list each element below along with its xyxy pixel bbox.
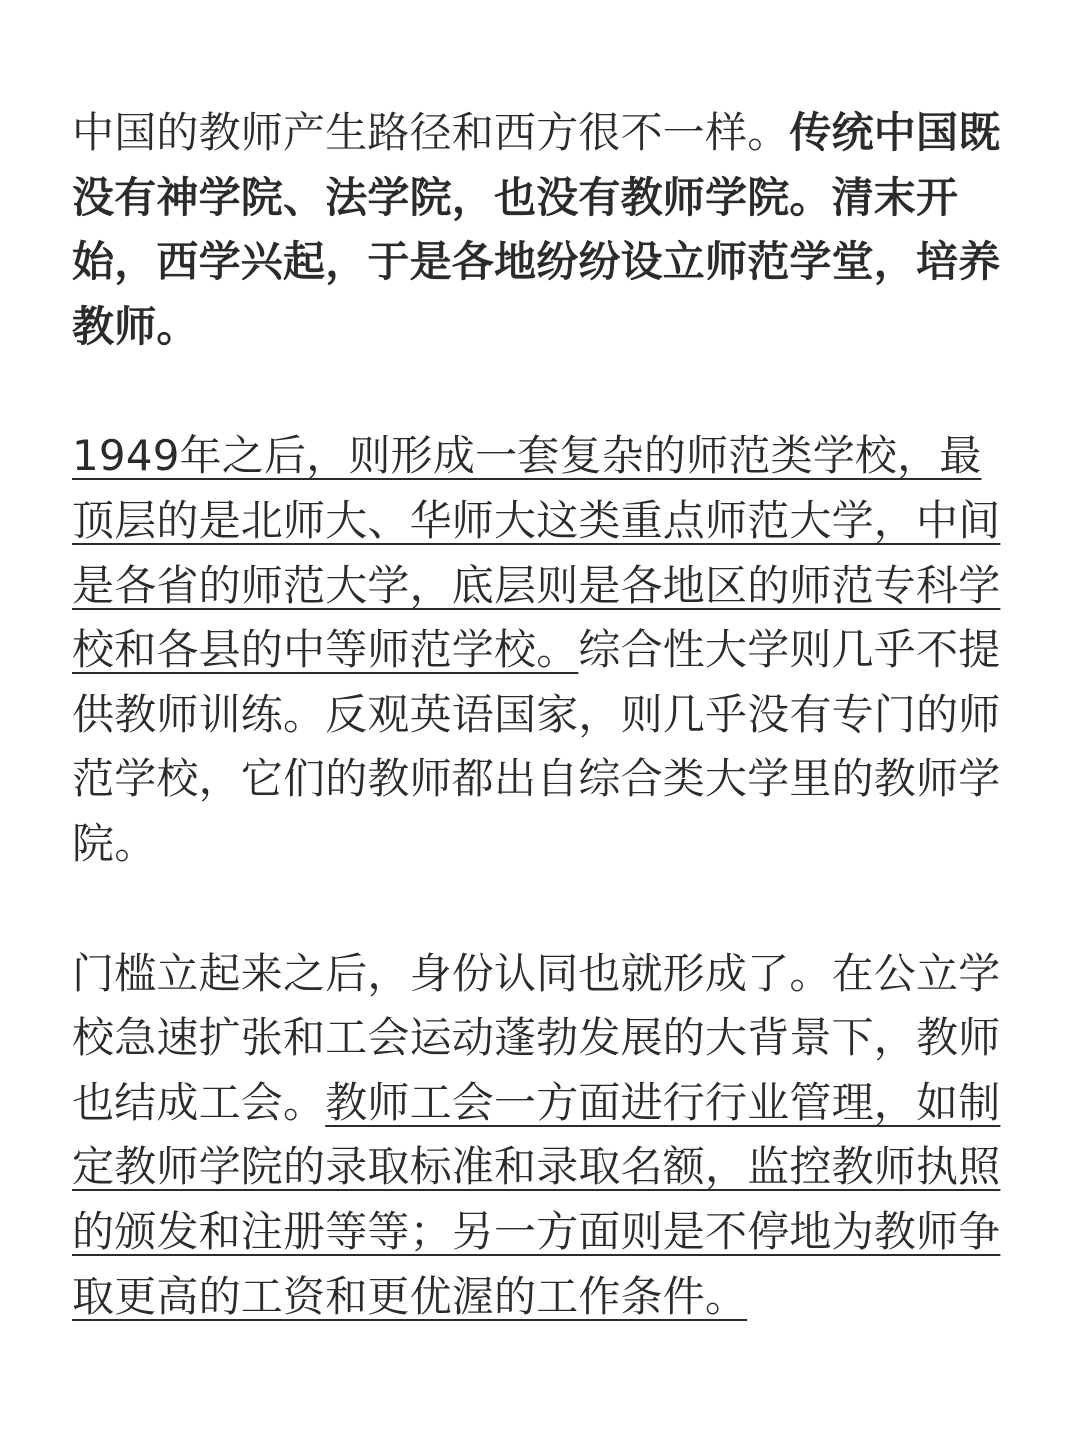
paragraph-teacher-origins bbox=[72, 101, 1010, 359]
intro-sentence: 中国的教师产生路径和西方很不一样。 bbox=[72, 108, 790, 157]
paragraph-teacher-unions bbox=[72, 942, 1010, 1330]
comparison-text: 综合性大学则几乎不提供教师训练。反观英语国家，则几乎没有专门的师范学校，它们的教师都出自综合类大学里的教师学院。 bbox=[72, 625, 1001, 868]
bold-history-text: 传统中国既没有神学院、法学院，也没有教师学院。清末开始，西学兴起，于是各地纷纷设立师范学堂，培养教师。 bbox=[72, 108, 1001, 351]
underlined-union-roles: 教师工会一方面进行行业管理，如制定教师学院的录取标准和录取名额，监控教师执照的颁发和注册等等；另一方面则是不停地为教师争取更高的工资和更优渥的工作条件。 bbox=[72, 1077, 1001, 1321]
underlined-school-hierarchy: 1949年之后，则形成一套复杂的师范类学校，最顶层的是北师大、华师大这类重点师范大学，中间是各省的师范大学，底层则是各地区的师范专科学校和各县的中等师范学校。 bbox=[72, 431, 1001, 675]
union-formation-text: 门槛立起来之后，身份认同也就形成了。在公立学校急速扩张和工会运动蓬勃发展的大背景下，教师也结成工会。 bbox=[72, 948, 1001, 1127]
paragraph-normal-schools bbox=[72, 424, 1010, 876]
